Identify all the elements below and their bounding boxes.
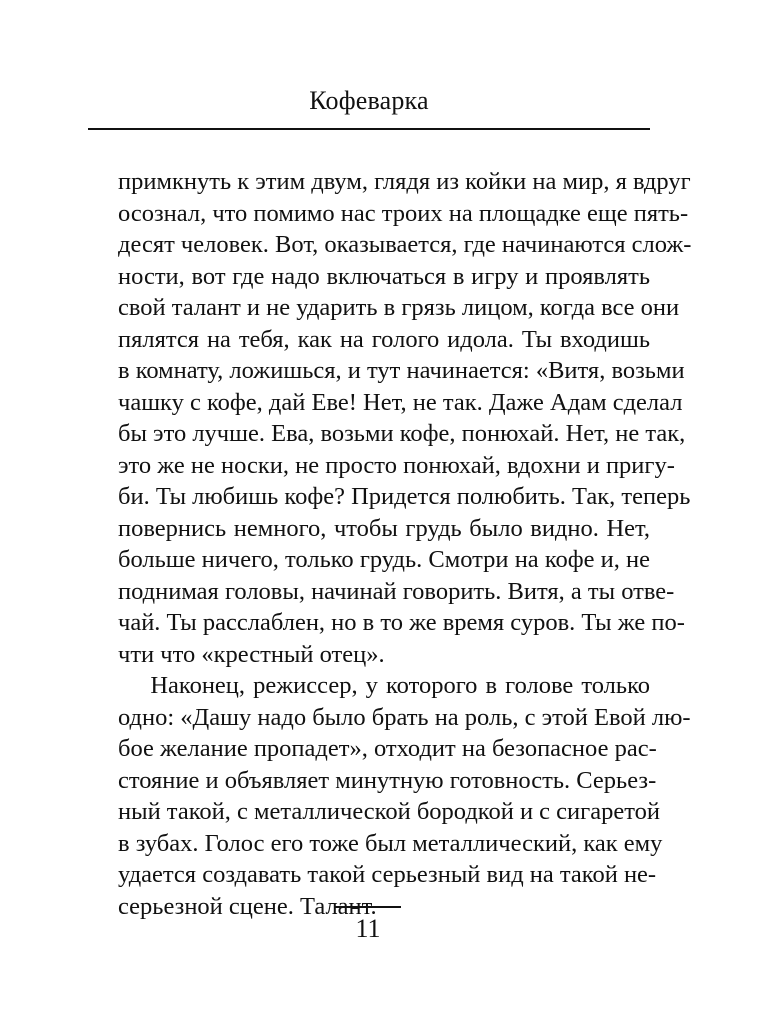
folio-rule	[335, 906, 401, 908]
text-line: ности, вот где надо включаться в игру и проявлять	[118, 262, 650, 290]
running-head-title: Кофеварка	[309, 86, 429, 115]
text-line: одно: «Дашу надо было брать на роль, с этой Евой лю-	[118, 703, 691, 731]
text-line: би. Ты любишь кофе? Придется полюбить. Так, теперь	[118, 483, 691, 510]
text-line: это же не носки, не просто понюхай, вдохни и пригу-	[118, 451, 675, 479]
text-line: серьезной сцене. Талант.	[118, 892, 377, 920]
text-line: осознал, что помимо нас троих на площадке еще пять-	[118, 199, 689, 227]
text-line: чти что «крестный отец».	[118, 640, 385, 668]
text-line: в зубах. Голос его тоже был металлический, как ему	[118, 829, 663, 857]
text-line: Наконец, режиссер, у которого в голове только	[118, 672, 650, 699]
text-line: свой талант и не ударить в грязь лицом, когда все они	[118, 294, 680, 321]
text-line: бы это лучше. Ева, возьми кофе, понюхай. Нет, не так,	[118, 420, 686, 447]
paragraph-2	[118, 670, 691, 922]
text-line: больше ничего, только грудь. Смотри на кофе и, не	[118, 546, 650, 573]
header-rule	[88, 128, 650, 130]
text-line: в комнату, ложишься, и тут начинается: «Витя, возьми	[118, 357, 685, 384]
text-line: чай. Ты расслаблен, но в то же время суров. Ты же по-	[118, 609, 685, 636]
text-line: чашку с кофе, дай Еве! Нет, не так. Даже Адам сделал	[118, 388, 683, 416]
page-number: 11	[355, 914, 381, 943]
text-line: бое желание пропадет», отходит на безопасное рас-	[118, 735, 657, 762]
text-line: повернись немного, чтобы грудь было видно. Нет,	[118, 514, 650, 542]
paragraph-1	[118, 166, 692, 670]
text-line: пялятся на тебя, как на голого идола. Ты входишь	[118, 325, 650, 353]
text-line: примкнуть к этим двум, глядя из койки на мир, я вдруг	[118, 168, 691, 195]
body-text	[118, 166, 692, 922]
text-line: стояние и объявляет минутную готовность. Серьез-	[118, 766, 657, 794]
text-line: ный такой, с металлической бородкой и с сигаретой	[118, 798, 660, 825]
text-line: поднимая головы, начинай говорить. Витя, а ты отве-	[118, 577, 675, 605]
text-line: удается создавать такой серьезный вид на такой не-	[118, 861, 657, 888]
text-line: десят человек. Вот, оказывается, где начинаются слож-	[118, 231, 692, 258]
